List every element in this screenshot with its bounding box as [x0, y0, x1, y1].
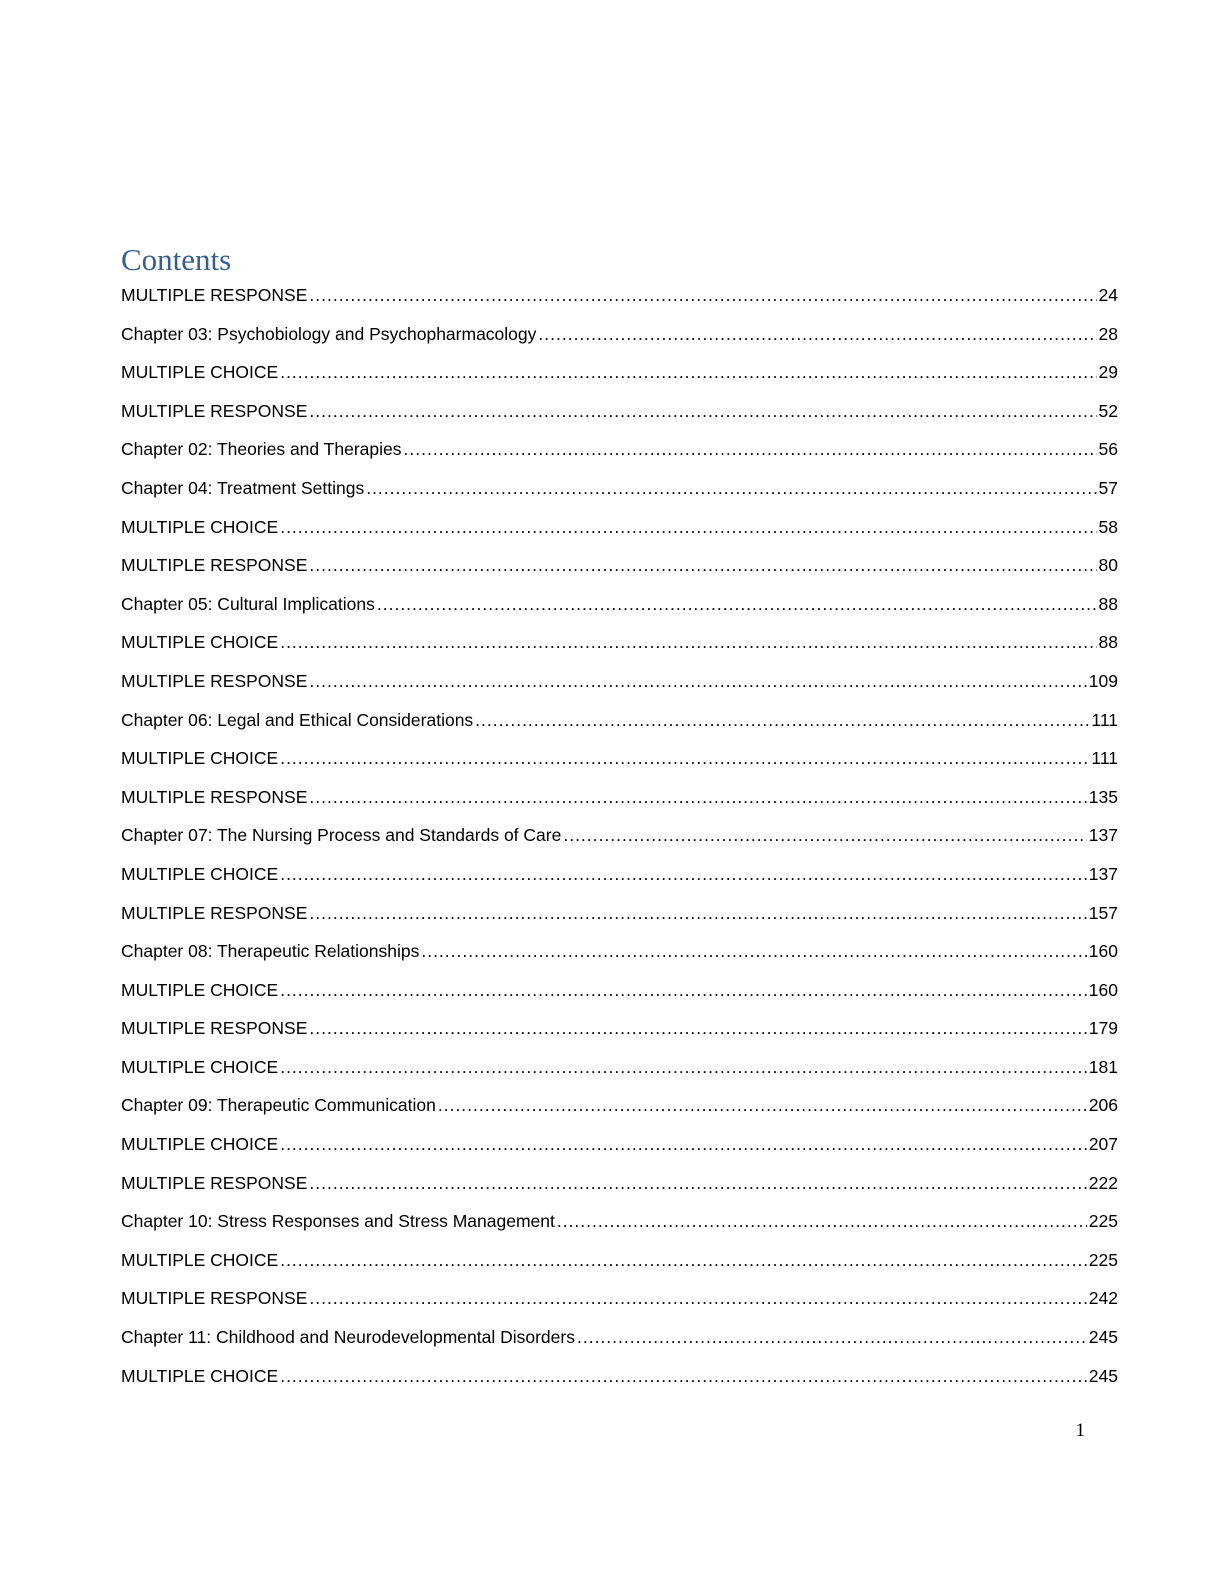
toc-title: Contents: [121, 242, 232, 277]
toc-entry-label: MULTIPLE CHOICE: [121, 1056, 279, 1077]
toc-entry-page-number: 225: [1088, 1249, 1118, 1270]
toc-entry[interactable]: [121, 588, 1118, 627]
toc-entry-label: MULTIPLE CHOICE: [121, 362, 279, 383]
toc-entry-page-number: 135: [1088, 786, 1118, 807]
toc-entry[interactable]: [121, 935, 1118, 974]
toc-entry-page-number: 245: [1088, 1365, 1118, 1386]
toc-dot-leader: [309, 665, 1086, 697]
toc-entry-page-number: 109: [1088, 670, 1118, 691]
toc-entry-page-number: 111: [1091, 748, 1118, 769]
toc-dot-leader: [280, 858, 1087, 890]
toc-entry[interactable]: [121, 781, 1118, 820]
toc-entry-label: MULTIPLE CHOICE: [121, 516, 279, 537]
toc-entry-label: MULTIPLE CHOICE: [121, 1134, 279, 1155]
toc-entry-page-number: 111: [1091, 709, 1118, 730]
toc-entry-page-number: 160: [1088, 941, 1118, 962]
toc-entry[interactable]: [121, 472, 1118, 511]
toc-entry[interactable]: [121, 858, 1118, 897]
toc-entry-label: Chapter 04: Treatment Settings: [121, 477, 365, 498]
toc-entry-page-number: 137: [1088, 863, 1118, 884]
toc-entry-label: MULTIPLE CHOICE: [121, 1365, 279, 1386]
toc-dot-leader: [438, 1089, 1087, 1121]
toc-entry[interactable]: [121, 1282, 1118, 1321]
toc-list: [121, 279, 1118, 1398]
toc-entry-page-number: 52: [1098, 400, 1118, 421]
toc-entry-page-number: 207: [1088, 1134, 1118, 1155]
toc-entry[interactable]: [121, 511, 1118, 550]
toc-entry-page-number: 28: [1098, 323, 1118, 344]
toc-entry-label: MULTIPLE CHOICE: [121, 748, 279, 769]
toc-entry-page-number: 206: [1088, 1095, 1118, 1116]
toc-entry[interactable]: [121, 974, 1118, 1013]
toc-entry[interactable]: [121, 1128, 1118, 1167]
toc-dot-leader: [421, 935, 1086, 967]
toc-dot-leader: [280, 1051, 1087, 1083]
toc-dot-leader: [280, 974, 1087, 1006]
toc-entry[interactable]: [121, 665, 1118, 704]
toc-entry[interactable]: [121, 318, 1118, 357]
toc-entry[interactable]: [121, 897, 1118, 936]
toc-dot-leader: [309, 897, 1086, 929]
toc-entry-page-number: 88: [1098, 593, 1118, 614]
toc-dot-leader: [280, 626, 1096, 658]
toc-dot-leader: [557, 1205, 1087, 1237]
toc-entry-page-number: 80: [1098, 555, 1118, 576]
toc-entry-label: MULTIPLE RESPONSE: [121, 555, 308, 576]
toc-entry-label: Chapter 02: Theories and Therapies: [121, 439, 402, 460]
toc-entry-label: MULTIPLE RESPONSE: [121, 786, 308, 807]
toc-dot-leader: [309, 279, 1096, 311]
toc-entry-label: MULTIPLE RESPONSE: [121, 902, 308, 923]
toc-dot-leader: [309, 395, 1096, 427]
toc-entry-label: MULTIPLE RESPONSE: [121, 1018, 308, 1039]
toc-entry-label: Chapter 03: Psychobiology and Psychopharmacology: [121, 323, 537, 344]
toc-entry[interactable]: [121, 356, 1118, 395]
toc-dot-leader: [563, 819, 1086, 851]
toc-dot-leader: [404, 433, 1097, 465]
toc-entry-page-number: 181: [1088, 1056, 1118, 1077]
toc-dot-leader: [280, 511, 1096, 543]
toc-dot-leader: [280, 742, 1089, 774]
toc-dot-leader: [280, 1244, 1087, 1276]
toc-entry-label: Chapter 09: Therapeutic Communication: [121, 1095, 436, 1116]
toc-entry[interactable]: [121, 433, 1118, 472]
toc-entry-page-number: 179: [1088, 1018, 1118, 1039]
toc-dot-leader: [475, 704, 1089, 736]
toc-entry-label: MULTIPLE RESPONSE: [121, 400, 308, 421]
toc-entry-label: MULTIPLE RESPONSE: [121, 670, 308, 691]
toc-entry-label: MULTIPLE CHOICE: [121, 632, 279, 653]
toc-entry-page-number: 242: [1088, 1288, 1118, 1309]
toc-entry-page-number: 58: [1098, 516, 1118, 537]
toc-entry[interactable]: [121, 742, 1118, 781]
toc-entry[interactable]: [121, 1012, 1118, 1051]
toc-entry[interactable]: [121, 1205, 1118, 1244]
toc-entry-page-number: 57: [1098, 477, 1118, 498]
toc-dot-leader: [280, 1360, 1087, 1392]
toc-dot-leader: [377, 588, 1097, 620]
toc-entry-page-number: 88: [1098, 632, 1118, 653]
toc-entry-page-number: 24: [1098, 285, 1118, 305]
toc-dot-leader: [309, 781, 1086, 813]
toc-dot-leader: [538, 318, 1096, 350]
toc-entry[interactable]: [121, 1167, 1118, 1206]
toc-entry-label: Chapter 05: Cultural Implications: [121, 593, 375, 614]
toc-entry[interactable]: [121, 279, 1118, 318]
toc-entry-label: MULTIPLE RESPONSE: [121, 1288, 308, 1309]
toc-entry-page-number: 225: [1088, 1211, 1118, 1232]
toc-dot-leader: [309, 549, 1096, 581]
toc-entry-page-number: 137: [1088, 825, 1118, 846]
toc-entry[interactable]: [121, 1051, 1118, 1090]
toc-entry-label: MULTIPLE RESPONSE: [121, 285, 308, 305]
toc-entry[interactable]: [121, 1360, 1118, 1399]
toc-entry-page-number: 157: [1088, 902, 1118, 923]
toc-entry-label: MULTIPLE CHOICE: [121, 863, 279, 884]
toc-dot-leader: [366, 472, 1096, 504]
toc-entry[interactable]: [121, 1321, 1118, 1360]
toc-entry[interactable]: [121, 704, 1118, 743]
toc-entry-page-number: 222: [1088, 1172, 1118, 1193]
toc-dot-leader: [280, 1128, 1087, 1160]
toc-entry-label: Chapter 10: Stress Responses and Stress Management: [121, 1211, 555, 1232]
toc-entry-label: MULTIPLE RESPONSE: [121, 1172, 308, 1193]
toc-entry[interactable]: [121, 395, 1118, 434]
toc-entry-label: Chapter 07: The Nursing Process and Standards of Care: [121, 825, 562, 846]
toc-entry-page-number: 56: [1098, 439, 1118, 460]
toc-entry-label: Chapter 11: Childhood and Neurodevelopmental Disorders: [121, 1327, 575, 1348]
toc-entry-page-number: 245: [1088, 1327, 1118, 1348]
page-number: 1: [1075, 1420, 1085, 1441]
toc-entry[interactable]: [121, 549, 1118, 588]
toc-entry[interactable]: [121, 626, 1118, 665]
toc-dot-leader: [577, 1321, 1087, 1353]
toc-entry-label: MULTIPLE CHOICE: [121, 979, 279, 1000]
toc-dot-leader: [309, 1282, 1086, 1314]
toc-dot-leader: [309, 1012, 1086, 1044]
toc-entry-label: Chapter 08: Therapeutic Relationships: [121, 941, 420, 962]
toc-dot-leader: [280, 356, 1096, 388]
toc-entry-label: Chapter 06: Legal and Ethical Considerations: [121, 709, 474, 730]
toc-entry-page-number: 29: [1098, 362, 1118, 383]
toc-entry[interactable]: [121, 1244, 1118, 1283]
toc-dot-leader: [309, 1167, 1086, 1199]
toc-entry[interactable]: [121, 1089, 1118, 1128]
toc-entry-label: MULTIPLE CHOICE: [121, 1249, 279, 1270]
toc-entry[interactable]: [121, 819, 1118, 858]
toc-entry-page-number: 160: [1088, 979, 1118, 1000]
